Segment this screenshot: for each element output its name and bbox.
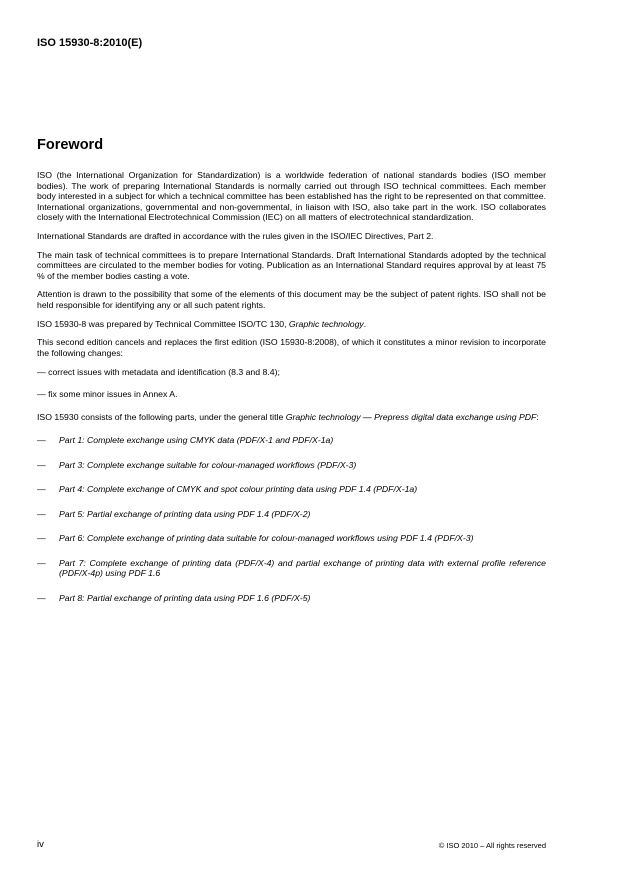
list-item: [37, 484, 546, 495]
list-item: [37, 558, 546, 579]
page-number: iv: [37, 839, 44, 850]
change-item: — correct issues with metadata and identification (8.3 and 8.4);: [37, 366, 280, 377]
prepared-by-end: .: [363, 318, 367, 329]
list-item: [37, 509, 546, 520]
section-heading: Foreword: [37, 137, 104, 153]
part-title: Part 4: Complete exchange of CMYK and spot colour printing data using PDF 1.4 (PDF/X-1a): [59, 484, 418, 495]
list-item: [37, 460, 546, 471]
list-item: [37, 593, 546, 604]
part-title: Part 8: Partial exchange of printing data using PDF 1.6 (PDF/X-5): [59, 592, 311, 603]
series-intro-text: ISO 15930 consists of the following parts, under the general title: [37, 411, 286, 422]
dash-bullet: —: [37, 533, 46, 544]
copyright-notice: © ISO 2010 – All rights reserved: [438, 841, 546, 850]
part-title: Part 7: Complete exchange of printing data (PDF/X-4) and partial exchange of printing data with external profile reference (PDF/X-4p) using PDF 1.6: [59, 557, 546, 579]
paragraph-drafting-rules: International Standards are drafted in accordance with the rules given in the ISO/IEC Directives, Part 2.: [37, 230, 434, 241]
paragraph-iso-intro: ISO (the International Organization for Standardization) is a worldwide federation of national standards bodies (ISO member bodies). The work of preparing International Standards is normally carried out through ISO technical committees. Each member body interested in a subject for which a technical committee has been established has the right to be represented on that committee. International organizations, governmental and non-governmental, in liaison with ISO, also take part in the work. ISO collaborates closely with the International Electrotechnical Commission (IEC) on all matters of electrotechnical standardization.: [37, 170, 546, 222]
paragraph-second-edition: This second edition cancels and replaces the first edition (ISO 15930-8:2008), of which it constitutes a minor revision to incorporate the following changes:: [37, 337, 546, 358]
part-title: Part 5: Partial exchange of printing data using PDF 1.4 (PDF/X-2): [59, 508, 311, 519]
part-title: Part 3: Complete exchange suitable for colour-managed workflows (PDF/X-3): [59, 459, 357, 470]
paragraph-prepared-by: [37, 319, 546, 330]
part-title: Part 6: Complete exchange of printing data suitable for colour-managed workflows using PDF 1.4 (PDF/X-3): [59, 533, 474, 544]
dash-bullet: —: [37, 435, 46, 446]
list-item: [37, 533, 546, 544]
document-id-header: ISO 15930-8:2010(E): [37, 37, 143, 49]
dash-bullet: —: [37, 557, 46, 568]
paragraph-patent-rights: Attention is drawn to the possibility that some of the elements of this document may be the subject of patent rights. ISO shall not be held responsible for identifying any or all such patent rights.: [37, 289, 546, 310]
dash-bullet: —: [37, 484, 46, 495]
paragraph-technical-committees: The main task of technical committees is to prepare International Standards. Draft International Standards adopted by the technical committees are circulated to the member bodies for voting. Publication as an International Standard requires approval by at least 75 % of the member bodies casting a vote.: [37, 249, 546, 281]
part-title: Part 1: Complete exchange using CMYK data (PDF/X-1 and PDF/X-1a): [59, 435, 334, 446]
dash-bullet: —: [37, 459, 46, 470]
parts-list: [37, 435, 546, 603]
paragraph-series-title: [37, 412, 546, 423]
series-general-title: Graphic technology — Prepress digital data exchange using PDF: [285, 411, 537, 422]
dash-bullet: —: [37, 592, 46, 603]
foreword-body: [37, 170, 546, 617]
dash-bullet: —: [37, 508, 46, 519]
committee-title: Graphic technology: [288, 318, 364, 329]
series-intro-end: :: [536, 411, 539, 422]
change-item: — fix some minor issues in Annex A.: [37, 389, 178, 400]
list-item: [37, 435, 546, 446]
prepared-by-text: ISO 15930-8 was prepared by Technical Committee ISO/TC 130,: [37, 318, 289, 329]
